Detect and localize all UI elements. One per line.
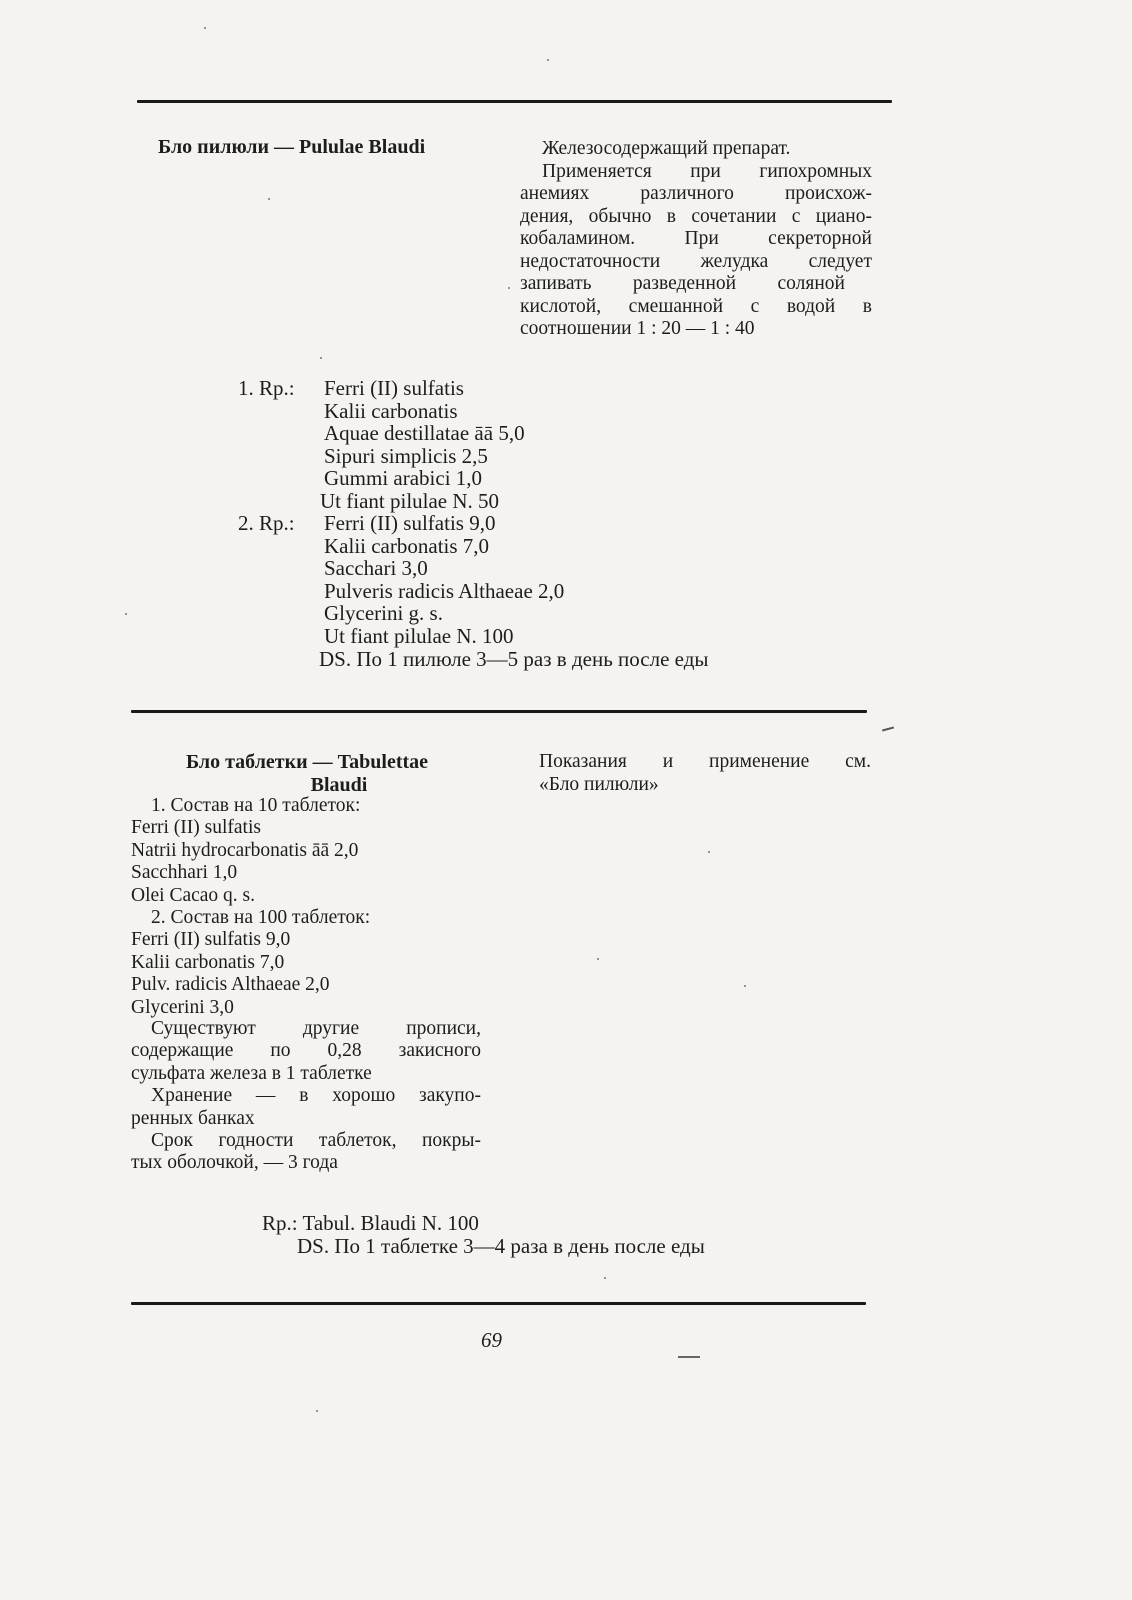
composition-line: Sacchhari 1,0: [131, 862, 238, 884]
composition-line: 1. Состав на 10 таблеток:: [151, 795, 361, 816]
rx-ingredient: Sacchari 3,0: [324, 556, 428, 581]
scan-speck: [508, 287, 510, 289]
prescription-3: [262, 1212, 705, 1257]
scan-speck: [597, 958, 599, 960]
desc-line: кислотой, смешанной с водой в: [520, 295, 872, 317]
scan-speck: [320, 357, 322, 359]
note-line: Срок годности таблеток, покры-: [151, 1130, 481, 1152]
note-line: сульфата железа в 1 таблетке: [131, 1062, 372, 1084]
section2-title-line2: Blaudi: [310, 774, 368, 796]
composition-line: Ferri (II) sulfatis: [131, 817, 261, 839]
note-line: содержащие по 0,28 закисного: [131, 1040, 481, 1062]
desc-line: Применяется при гипохромных: [542, 160, 872, 182]
scan-speck: [268, 198, 270, 200]
rx-signa: DS. По 1 пилюле 3—5 раз в день после еды: [319, 646, 709, 671]
rx-ingredient: Kalii carbonatis 7,0: [324, 533, 490, 558]
desc-line: недостаточности желудка следует: [520, 250, 872, 272]
indication-line: «Бло пилюли»: [539, 773, 659, 795]
rx-number: 1. Rp.:: [238, 376, 295, 400]
scan-mark: [678, 1356, 700, 1358]
scan-speck: [316, 1410, 318, 1412]
desc-line: анемиях различного происхож-: [520, 183, 872, 204]
rx-ingredient: Gummi arabici 1,0: [324, 466, 483, 491]
section2-title-line1: Бло таблетки — Tabulettae: [185, 751, 429, 773]
rx-ingredient: Glycerini g. s.: [324, 601, 443, 626]
page-number: 69: [481, 1328, 502, 1352]
rx-instruction: Ut fiant pilulae N. 50: [320, 488, 500, 513]
indication-line: Показания и применение см.: [539, 751, 871, 772]
middle-rule: [131, 710, 867, 713]
rx-ingredient: Ferri (II) sulfatis: [324, 376, 464, 400]
rx-ingredient: Kalii carbonatis: [324, 398, 458, 423]
note-line: Хранение — в хорошо закупо-: [151, 1085, 481, 1107]
rx-number: 2. Rp.:: [238, 511, 295, 535]
section2-title: [168, 751, 446, 797]
scan-speck: [547, 59, 549, 61]
section2-indication: [539, 751, 871, 796]
prescription-1: [238, 377, 525, 513]
section1-description: [520, 138, 872, 341]
rx-ingredient: Pulveris radicis Althaeae 2,0: [324, 578, 565, 603]
section1-title: Бло пилюли — Pululae Blaudi: [158, 136, 426, 158]
composition-line: Ferri (II) sulfatis 9,0: [131, 929, 291, 951]
section2-composition: [131, 795, 370, 1019]
rx-ingredient: Aquae destillatae āā 5,0: [324, 421, 525, 446]
desc-line: запивать разведенной соляной: [520, 273, 845, 294]
scan-speck: [744, 985, 746, 987]
note-line: Существуют другие прописи,: [151, 1018, 481, 1039]
scan-speck: [204, 27, 206, 29]
rx-ingredient: Ferri (II) sulfatis 9,0: [324, 511, 496, 535]
note-line: ренных банках: [131, 1107, 255, 1129]
composition-line: Kalii carbonatis 7,0: [131, 951, 285, 973]
composition-line: 2. Состав на 100 таблеток:: [151, 907, 371, 929]
scan-speck: [604, 1277, 606, 1279]
scan-speck: [125, 613, 127, 615]
prescription-2: [238, 512, 709, 670]
composition-line: Olei Cacao q. s.: [131, 884, 256, 906]
desc-line: соотношении 1 : 20 — 1 : 40: [520, 318, 755, 339]
composition-line: Pulv. radicis Althaeae 2,0: [131, 974, 330, 996]
bottom-rule: [131, 1302, 866, 1305]
desc-line: кобаламином. При секреторной: [520, 228, 872, 249]
composition-line: Natrii hydrocarbonatis āā 2,0: [131, 839, 359, 861]
desc-line: Железосодержащий препарат.: [542, 138, 791, 159]
rx-instruction: Ut fiant pilulae N. 100: [324, 623, 514, 648]
desc-line: дения, обычно в сочетании с циано-: [520, 205, 872, 227]
rx-signa: DS. По 1 таблетке 3—4 раза в день после еды: [297, 1233, 705, 1258]
rx-line: Rp.: Tabul. Blaudi N. 100: [262, 1211, 479, 1235]
rx-ingredient: Sipuri simplicis 2,5: [324, 443, 488, 468]
scan-mark: [882, 726, 894, 731]
note-line: тых оболочкой, — 3 года: [131, 1152, 338, 1174]
composition-line: Glycerini 3,0: [131, 996, 234, 1018]
scan-speck: [708, 851, 710, 853]
section2-notes: [131, 1018, 481, 1175]
top-rule: [137, 100, 892, 103]
